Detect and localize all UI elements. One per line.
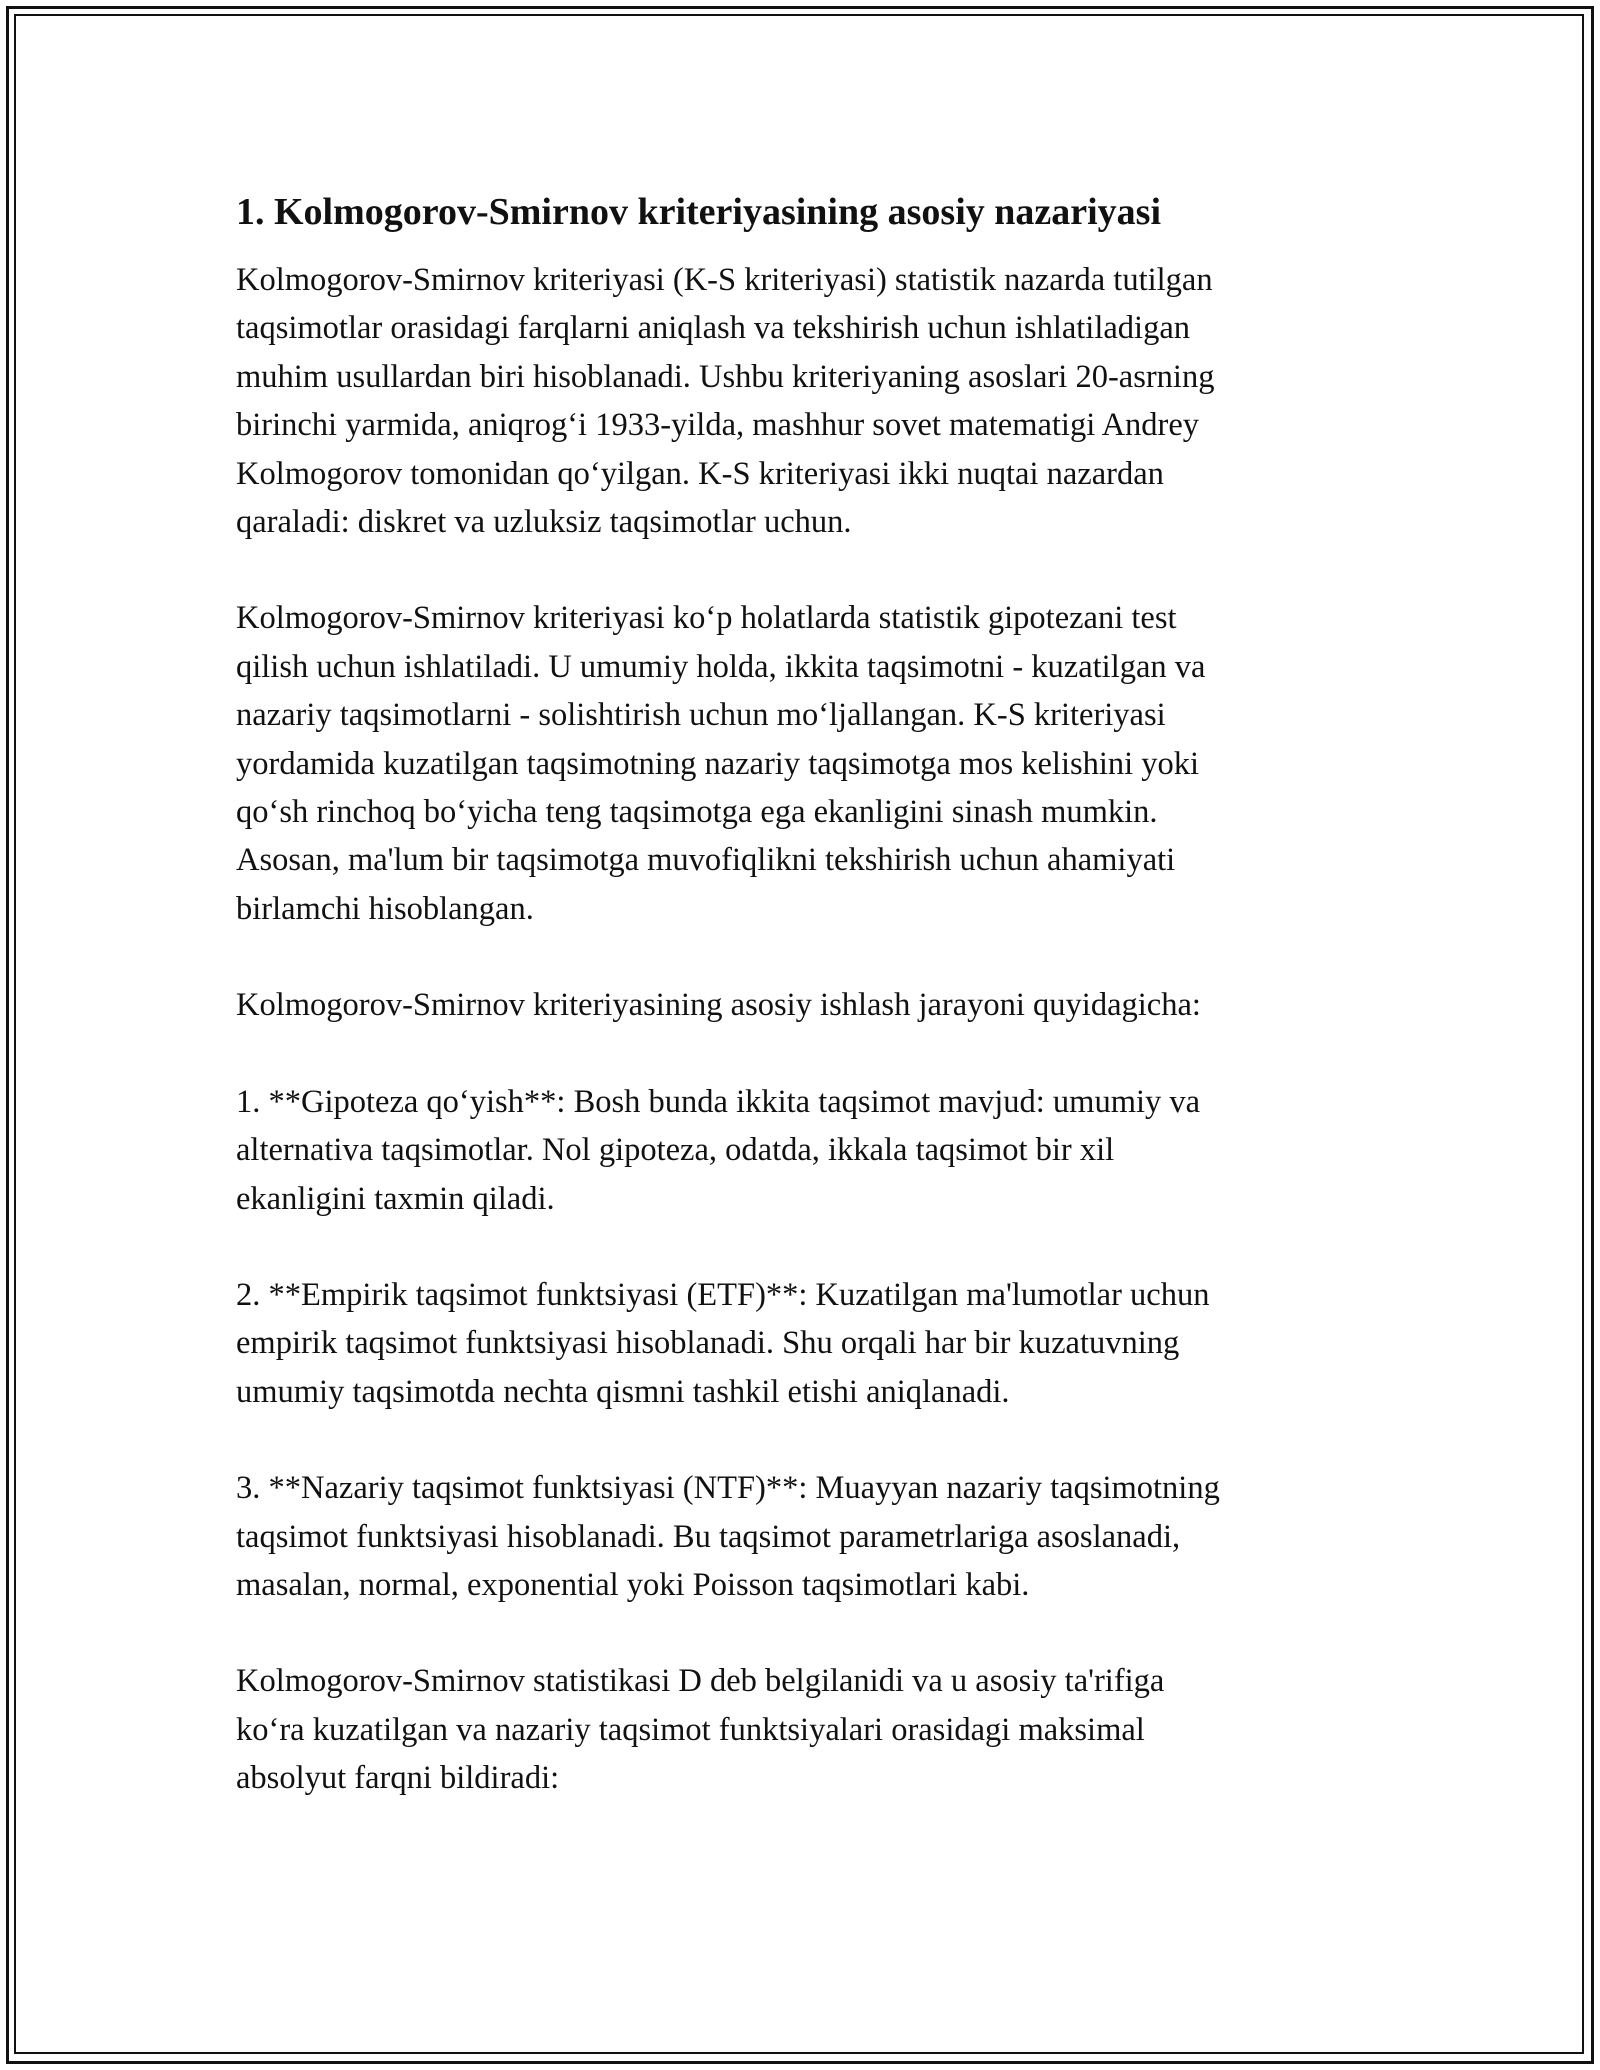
document-body bbox=[236, 186, 1366, 1803]
list-item-empirical-function: 2. **Empirik taqsimot funktsiyasi (ETF)**: Kuzatilgan ma'lumotlar uchun empirik taqsimot funktsiyasi hisoblanadi. Shu orqali har bir kuzatuvning umumiy taqsimotda nechta qismni tashkil etishi aniqlanadi. bbox=[236, 1276, 1210, 1410]
paragraph-statistic-definition: Kolmogorov-Smirnov statistikasi D deb belgilanidi va u asosiy ta'rifiga ko‘ra kuzatilgan va nazariy taqsimot funktsiyalari orasidagi maksimal absolyut farqni bildiradi: bbox=[236, 1663, 1165, 1797]
list-item-theoretical-function: 3. **Nazariy taqsimot funktsiyasi (NTF)**: Muayyan nazariy taqsimotning taqsimot funktsiyasi hisoblanadi. Bu taqsimot parametrlariga asoslanadi, masalan, normal, exponential yoki Poisson taqsimotlari kabi. bbox=[236, 1470, 1220, 1603]
paragraph-process-intro: Kolmogorov-Smirnov kriteriyasining asosiy ishlash jarayoni quyidagicha: bbox=[236, 987, 1201, 1024]
list-item-hypothesis: 1. **Gipoteza qo‘yish**: Bosh bunda ikkita taqsimot mavjud: umumiy va alternativa taqsimotlar. Nol gipoteza, odatda, ikkala taqsimot bir xil ekanligini taxmin qiladi. bbox=[236, 1083, 1201, 1217]
paragraph-intro: Kolmogorov-Smirnov kriteriyasi (K-S kriteriyasi) statistik nazarda tutilgan taqsimotlar orasidagi farqlarni aniqlash va tekshirish uchun ishlatiladigan muhim usullardan biri hisoblanadi. Ushbu kriteriyaning asoslari 20-asrning birinchi yarmida, aniqrog‘i 1933-yilda, mashhur sovet matematigi Andrey Kolmogorov tomonidan qo‘yilgan. K-S kriteriyasi ikki nuqtai nazardan qaraladi: diskret va uzluksiz taqsimotlar uchun. bbox=[236, 262, 1215, 541]
section-heading: 1. Kolmogorov-Smirnov kriteriyasining asosiy nazariyasi bbox=[236, 191, 1162, 233]
paragraph-usage: Kolmogorov-Smirnov kriteriyasi ko‘p holatlarda statistik gipotezani test qilish uchun ishlatiladi. U umumiy holda, ikkita taqsimotni - kuzatilgan va nazariy taqsimotlarni - solishtirish uchun mo‘ljallangan. K-S kriteriyasi yordamida kuzatilgan taqsimotning nazariy taqsimotga mos kelishini yoki qo‘sh rinchoq bo‘yicha teng taqsimotga ega ekanligini sinash mumkin. Asosan, ma'lum bir taqsimotga muvofiqlikni tekshirish uchun ahamiyati birlamchi hisoblangan. bbox=[236, 600, 1206, 927]
